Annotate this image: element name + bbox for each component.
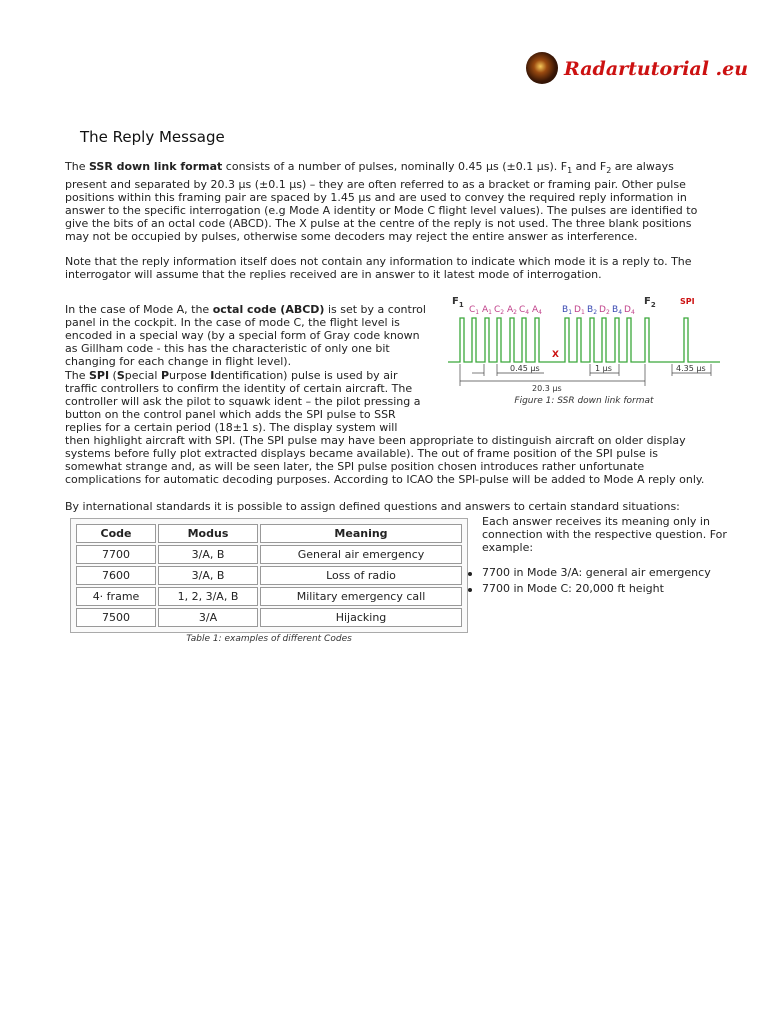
pulse-label: $C_1$ xyxy=(469,305,480,316)
cell-code: 4· frame xyxy=(76,587,156,606)
pulse-label: $D_4$ xyxy=(624,305,635,316)
table-row xyxy=(76,545,462,564)
figure-caption: Figure 1: SSR down link format xyxy=(514,396,654,406)
dimension-lines xyxy=(460,364,711,386)
cell-meaning: Military emergency call xyxy=(260,587,462,606)
page-title: The Reply Message xyxy=(80,128,225,146)
table-header-row xyxy=(76,524,462,543)
term-octal-code: octal code (ABCD) xyxy=(212,303,325,316)
pulse-label: $B_2$ xyxy=(587,305,598,316)
radar-globe-icon xyxy=(526,52,558,84)
cell-meaning: Hijacking xyxy=(260,608,462,627)
table-row xyxy=(76,566,462,585)
table-row xyxy=(76,608,462,627)
cell-code: 7600 xyxy=(76,566,156,585)
dim-045: 0.45 µs xyxy=(510,364,540,373)
paragraph-note: Note that the reply information itself does not contain any information to indicate which mode it is a reply to. The interrogator will assume that the replies received are in answer to it latest mode of interrogation. xyxy=(65,255,692,281)
paragraph-spi: The SPI (Special Purpose Identification) pulse is used by air traffic controllers to confirm the identity of certain aircraft. The controller will ask the pilot to squawk ident – the pilot pressing a button on the control panel which adds the SPI pulse to SSR replies for a certain period (18±1 s). The display system will then highlight aircraft with SPI. (The SPI pulse may have been appropriate to distinguish aircraft on older display systems before fully plot extracted displays became available). The out of frame position of the SPI pulse is somewhat strange and, as will be seen later, the SPI pulse position chosen introduces rather unfortunate complications for automatic decoding purposes. According to ICAO the SPI-pulse will be added to Mode A reply only. xyxy=(65,369,705,486)
dim-435: 4.35 µs xyxy=(676,364,706,373)
pulse-label: $D_2$ xyxy=(599,305,610,316)
pulse-label: $A_1$ xyxy=(482,305,492,316)
header-meaning: Meaning xyxy=(260,524,462,543)
codes-table xyxy=(70,518,468,633)
side-explanation: Each answer receives its meaning only in connection with the respective question. For example: xyxy=(482,515,727,554)
header-code: Code xyxy=(76,524,156,543)
pulse-label: $A_2$ xyxy=(507,305,517,316)
pulse-label: $B_1$ xyxy=(562,305,573,316)
pulse-label: $C_2$ xyxy=(494,305,505,316)
paragraph-standards: By international standards it is possible to assign defined questions and answers to certain standard situations: xyxy=(65,500,680,513)
cell-modus: 3/A xyxy=(158,608,258,627)
pulse-waveform xyxy=(448,318,720,362)
cell-modus: 3/A, B xyxy=(158,545,258,564)
cell-modus: 3/A, B xyxy=(158,566,258,585)
label-f1: $F_1$ xyxy=(452,296,464,309)
cell-meaning: Loss of radio xyxy=(260,566,462,585)
pulse-label: $B_4$ xyxy=(612,305,623,316)
cell-modus: 1, 2, 3/A, B xyxy=(158,587,258,606)
site-logo[interactable] xyxy=(526,52,749,88)
dim-1us: 1 µs xyxy=(595,364,612,373)
pulse-diagram xyxy=(448,292,720,396)
table-row xyxy=(76,587,462,606)
list-item: 7700 in Mode C: 20,000 ft height xyxy=(466,582,726,595)
pulse-label: $A_4$ xyxy=(532,305,542,316)
paragraph-downlink-format: The SSR down link format consists of a number of pulses, nominally 0.45 µs (±0.1 µs). $F_1$ and $F_2$ are always present and separated by 20.3 µs (±0.1 µs) – they are often referred to as a bracket or framing pair. Other pulse positions within this framing pair are spaced by 1.45 µs and are used to convey the required reply information in answer to the specific interrogation (e.g Mode A identity or Mode C flight level values). The pulses are identified to give the bits of an octal code (ABCD). The X pulse at the centre of the reply is not used. The three blank positions may not be occupied by pulses, otherwise some decoders may reject the entire answer as interference. xyxy=(65,160,698,244)
label-x: X xyxy=(552,350,559,360)
example-list xyxy=(466,566,726,598)
dim-203: 20.3 µs xyxy=(532,384,562,393)
pulse-label: $D_1$ xyxy=(574,305,585,316)
table-caption: Table 1: examples of different Codes xyxy=(186,634,352,644)
header-modus: Modus xyxy=(158,524,258,543)
label-f2: $F_2$ xyxy=(644,296,656,309)
cell-meaning: General air emergency xyxy=(260,545,462,564)
cell-code: 7700 xyxy=(76,545,156,564)
label-spi: SPI xyxy=(680,297,695,306)
term-ssr-down-link-format: SSR down link format xyxy=(88,160,223,173)
logo-text: Radartutorial .eu xyxy=(564,58,749,80)
list-item: 7700 in Mode 3/A: general air emergency xyxy=(466,566,726,579)
ssr-downlink-figure xyxy=(448,292,720,412)
paragraph-mode-a: In the case of Mode A, the octal code (ABCD) is set by a control panel in the cockpit. In the case of mode C, the flight level is encoded in a special way (by a special form of Gray code known as Gillham code - this has the characteristic of only one bit changing for each change in flight level). xyxy=(65,303,426,368)
cell-code: 7500 xyxy=(76,608,156,627)
pulse-label: $C_4$ xyxy=(519,305,530,316)
